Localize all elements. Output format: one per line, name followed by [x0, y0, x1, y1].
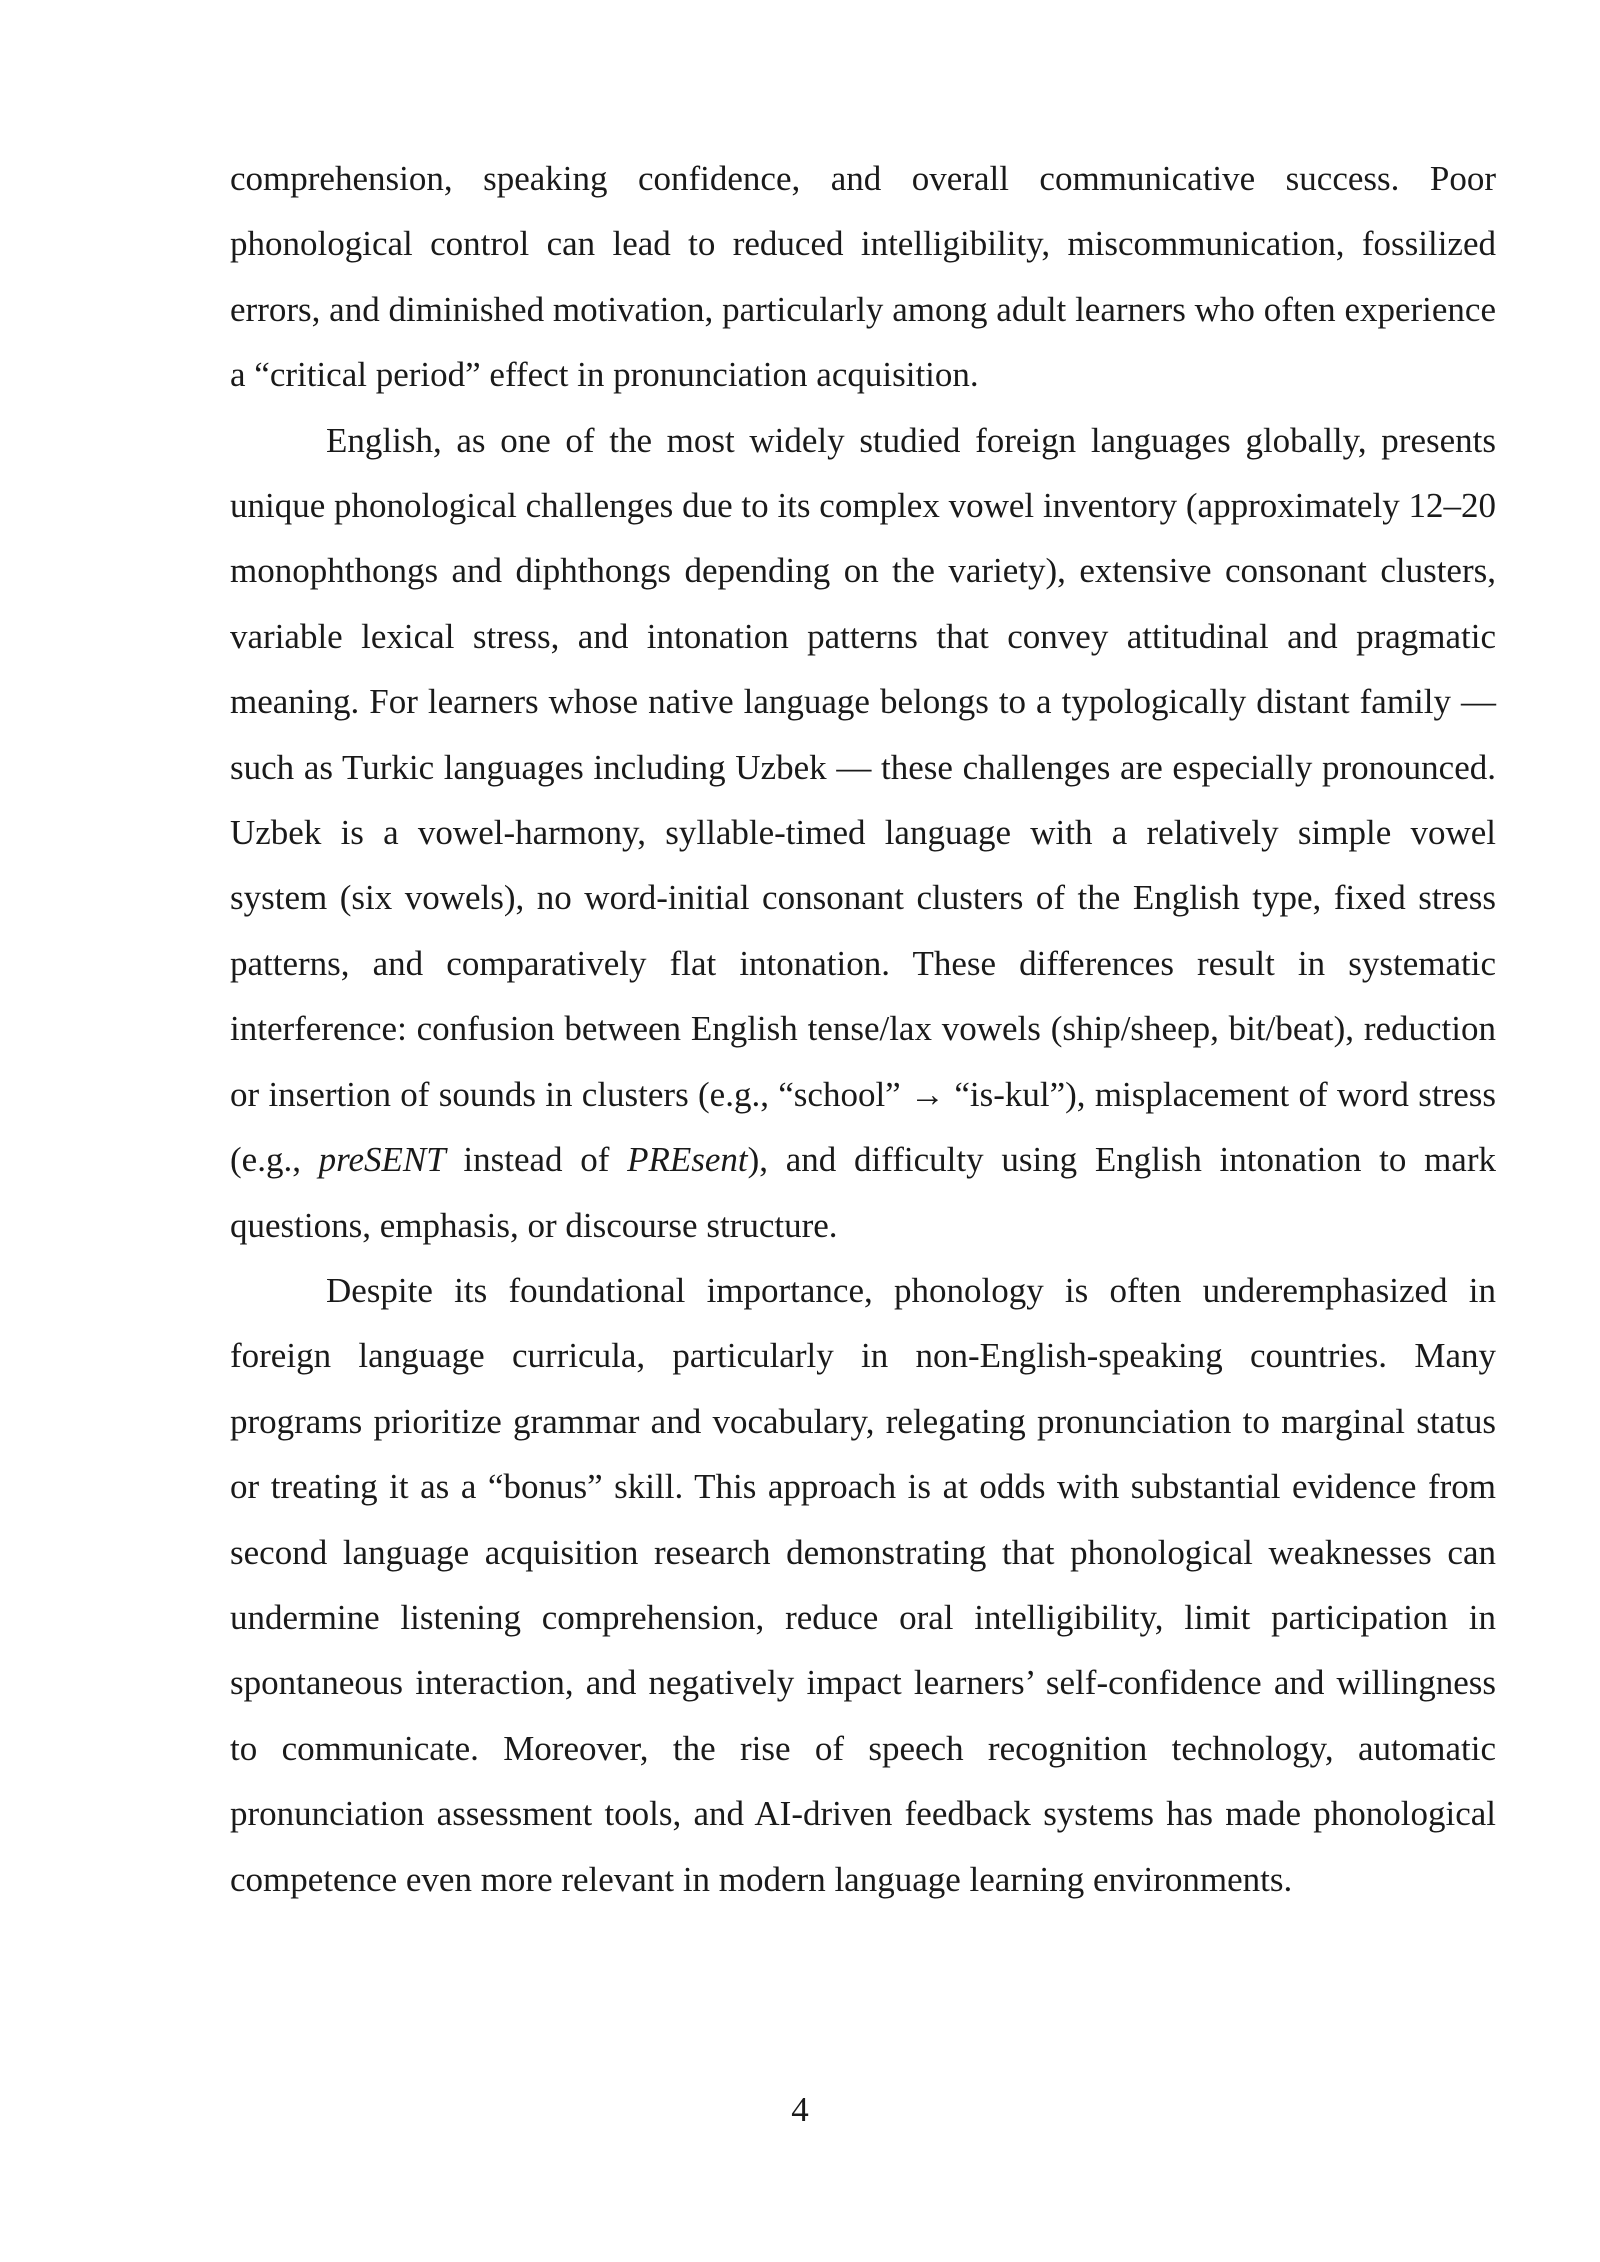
italic-term: preSENT [318, 1140, 446, 1180]
paragraph-p1 [230, 146, 1496, 408]
paragraph-text: ), and difficulty using English intonation to mark questions, emphasis, or discourse structure. [230, 1140, 1496, 1245]
page-number: 4 [791, 2090, 809, 2129]
italic-term: PREsent [627, 1140, 748, 1180]
paragraph-p2 [230, 408, 1496, 1258]
paragraph-text: English, as one of the most widely studied foreign languages globally, presents unique phonological challenges due to its complex vowel inventory (approximately 12–20 monophthongs and diphthongs depending on the variety), extensive consonant clusters, variable lexical stress, and intonation patterns that convey attitudinal and pragmatic meaning. For learners whose native language belongs to a typologically distant family — such as Turkic languages including Uzbek — these challenges are especially pronounced. Uzbek is a vowel-harmony, syllable-timed language with a relatively simple vowel system (six vowels), no word-initial consonant clusters of the English type, fixed stress patterns, and comparatively flat intonation. These differences result in systematic interference: confusion between English tense/lax vowels (ship/sheep, bit/beat), reduction or insertion of sounds in clusters (e.g., “school” → “is-kul”), misplacement of word stress (e.g., [230, 420, 1496, 1180]
paragraph-text: Despite its foundational importance, phonology is often underemphasized in foreign language curricula, particularly in non-English-speaking countries. Many programs prioritize grammar and vocabulary, relegating pronunciation to marginal status or treating it as a “bonus” skill. This approach is at odds with substantial evidence from second language acquisition research demonstrating that phonological weaknesses can undermine listening comprehension, reduce oral intelligibility, limit participation in spontaneous interaction, and negatively impact learners’ self-confidence and willingness to communicate. Moreover, the rise of speech recognition technology, automatic pronunciation assessment tools, and AI-driven feedback systems has made phonological competence even more relevant in modern language learning environments. [230, 1270, 1496, 1899]
paragraph-p3 [230, 1258, 1496, 1912]
paragraph-text: instead of [445, 1140, 628, 1180]
paragraph-text: comprehension, speaking confidence, and overall communicative success. Poor phonological control can lead to reduced intelligibility, miscommunication, fossilized errors, and diminished motivation, particularly among adult learners who often experience a “critical period” effect in pronunciation acquisition. [230, 159, 1496, 395]
body-text [230, 146, 1496, 1912]
